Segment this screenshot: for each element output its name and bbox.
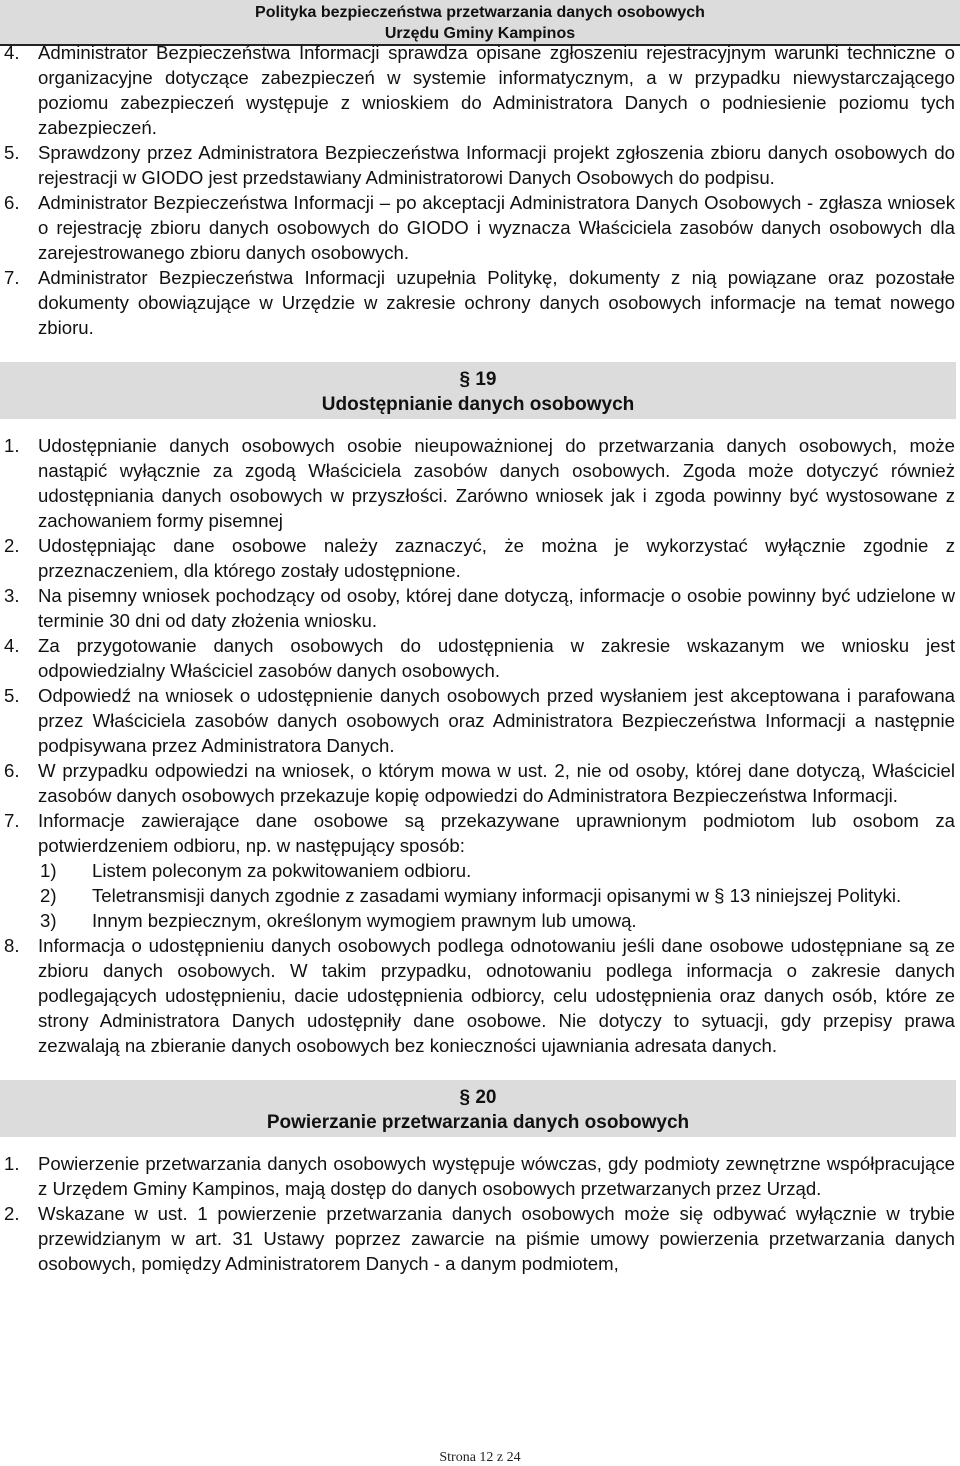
list-item bbox=[4, 1201, 955, 1276]
list-item bbox=[4, 265, 955, 340]
item-text: Wskazane w ust. 1 powierzenie przetwarzania danych osobowych może się odbywać wyłącznie w trybie przewidzianym w art. 31 Ustawy poprzez zawarcie na piśmie umowy powierzenia przetwarzania danych osobowych, pomiędzy Administratorem Danych - a danym podmiotem, bbox=[38, 1203, 955, 1274]
item-text: Administrator Bezpieczeństwa Informacji uzupełnia Politykę, dokumenty z nią powiązane oraz pozostałe dokumenty obowiązujące w Urzędzie w zakresie ochrony danych osobowych informacje na temat nowego zbioru. bbox=[38, 267, 955, 338]
page-number: Strona 12 z 24 bbox=[439, 1450, 521, 1465]
sub-item-text: Teletransmisji danych zgodnie z zasadami wymiany informacji opisanymi w § 13 niniejszej Polityki. bbox=[92, 885, 902, 906]
item-number: 2. bbox=[4, 1203, 20, 1224]
item-text: Administrator Bezpieczeństwa Informacji sprawdza opisane zgłoszeniu rejestracyjnym warunki techniczne o organizacyjne dotyczące zabezpieczeń w systemie informatycznym, a w przypadku niewystarczającego poziomu zabezpieczeń występuje z wnioskiem do Administratora Danych o podniesienie poziomu tych zabezpieczeń. bbox=[38, 42, 955, 138]
item-number: 4. bbox=[4, 635, 20, 656]
item-number: 1. bbox=[4, 435, 20, 456]
list-item bbox=[4, 140, 955, 190]
list-item bbox=[4, 808, 955, 858]
item-number: 4. bbox=[4, 42, 20, 63]
item-text: Udostępnianie danych osobowych osobie nieupoważnionej do przetwarzania danych osobowych, może nastąpić wyłącznie za zgodą Właściciela zasobów danych osobowych. Zgoda może dotyczyć również udostępniania danych osobowych w przyszłości. Zarówno wniosek jak i zgoda powinny być wystosowane z zachowaniem formy pisemnej bbox=[38, 435, 955, 531]
list-item bbox=[4, 758, 955, 808]
item-number: 5. bbox=[4, 142, 20, 163]
item-text: Odpowiedź na wniosek o udostępnienie danych osobowych przed wysłaniem jest akceptowana i parafowana przez Właściciela zasobów danych osobowych oraz Administratora Bezpieczeństwa Informacji a następnie podpisywana przez Administratora Danych. bbox=[38, 685, 955, 756]
sub-item-number: 3) bbox=[40, 910, 57, 931]
item-text: Na pisemny wniosek pochodzący od osoby, której dane dotyczą, informacje o osobie powinny być udzielone w terminie 30 dni od daty złożenia wniosku. bbox=[38, 585, 955, 631]
list-item bbox=[4, 433, 955, 533]
section-heading-19 bbox=[0, 362, 956, 419]
sub-item-number: 1) bbox=[40, 860, 57, 881]
item-text: W przypadku odpowiedzi na wniosek, o którym mowa w ust. 2, nie od osoby, której dane dotyczą, Właściciel zasobów danych osobowych przekazuje kopię odpowiedzi do Administratora Bezpieczeństwa Informacji. bbox=[38, 760, 955, 806]
list-item bbox=[4, 190, 955, 265]
section-number: § 19 bbox=[459, 369, 497, 390]
sub-list-item bbox=[40, 908, 955, 933]
item-text: Sprawdzony przez Administratora Bezpieczeństwa Informacji projekt zgłoszenia zbioru danych osobowych do rejestracji w GIODO jest przedstawiany Administratorowi Danych Osobowych do podpisu. bbox=[38, 142, 955, 188]
header-subtitle: Urzędu Gminy Kampinos bbox=[384, 25, 576, 42]
section-heading-20 bbox=[0, 1080, 956, 1137]
list-item bbox=[4, 533, 955, 583]
item-number: 2. bbox=[4, 535, 20, 556]
header-title: Polityka bezpieczeństwa przetwarzania danych osobowych bbox=[255, 4, 705, 21]
document-body bbox=[4, 40, 955, 1276]
list-item bbox=[4, 633, 955, 683]
item-number: 7. bbox=[4, 267, 20, 288]
sub-item-text: Listem poleconym za pokwitowaniem odbioru. bbox=[92, 860, 472, 881]
item-text: Informacja o udostępnieniu danych osobowych podlega odnotowaniu jeśli dane osobowe udostępniane są ze zbioru danych osobowych. W takim przypadku, odnotowaniu podlega informacja o zakresie danych podlegających udostępnieniu, dacie udostępnienia odbiorcy, celu udostępnienia oraz danych osób, które ze strony Administratora Danych udostępniły dane osobowe. Nie dotyczy to sytuacji, gdy przepisy prawa zezwalają na zbieranie danych osobowych bez konieczności ujawniania adresata danych. bbox=[38, 935, 955, 1056]
section-title: Powierzanie przetwarzania danych osobowych bbox=[266, 1112, 690, 1133]
item-number: 1. bbox=[4, 1153, 20, 1174]
item-text: Administrator Bezpieczeństwa Informacji – po akceptacji Administratora Danych Osobowych - zgłasza wniosek o rejestrację zbioru danych osobowych do GIODO i wyznacza Właściciela zasobów danych osobowych dla zarejestrowanego zbioru danych osobowych. bbox=[38, 192, 955, 263]
item-text: Informacje zawierające dane osobowe są przekazywane uprawnionym podmiotom lub osobom za potwierdzeniem odbioru, np. w następujący sposób: bbox=[38, 810, 955, 856]
item-number: 6. bbox=[4, 192, 20, 213]
list-item bbox=[4, 933, 955, 1058]
item-number: 6. bbox=[4, 760, 20, 781]
list-item bbox=[4, 1151, 955, 1201]
item-text: Powierzenie przetwarzania danych osobowych występuje wówczas, gdy podmioty zewnętrzne współpracujące z Urzędem Gminy Kampinos, mają dostęp do danych osobowych przetwarzanych przez Urząd. bbox=[38, 1153, 955, 1199]
sub-list-item bbox=[40, 858, 955, 883]
sub-item-number: 2) bbox=[40, 885, 57, 906]
list-item bbox=[4, 683, 955, 758]
item-number: 7. bbox=[4, 810, 20, 831]
section-title: Udostępnianie danych osobowych bbox=[321, 394, 635, 415]
list-item bbox=[4, 40, 955, 140]
list-item bbox=[4, 583, 955, 633]
item-number: 3. bbox=[4, 585, 20, 606]
item-text: Udostępniając dane osobowe należy zaznaczyć, że można je wykorzystać wyłącznie zgodnie z przeznaczeniem, dla którego zostały udostępnione. bbox=[38, 535, 955, 581]
item-number: 8. bbox=[4, 935, 20, 956]
sub-list-item bbox=[40, 883, 955, 908]
item-text: Za przygotowanie danych osobowych do udostępnienia w zakresie wskazanym we wniosku jest odpowiedzialny Właściciel zasobów danych osobowych. bbox=[38, 635, 955, 681]
section-number: § 20 bbox=[459, 1087, 497, 1108]
item-number: 5. bbox=[4, 685, 20, 706]
sub-item-text: Innym bezpiecznym, określonym wymogiem prawnym lub umową. bbox=[92, 910, 637, 931]
